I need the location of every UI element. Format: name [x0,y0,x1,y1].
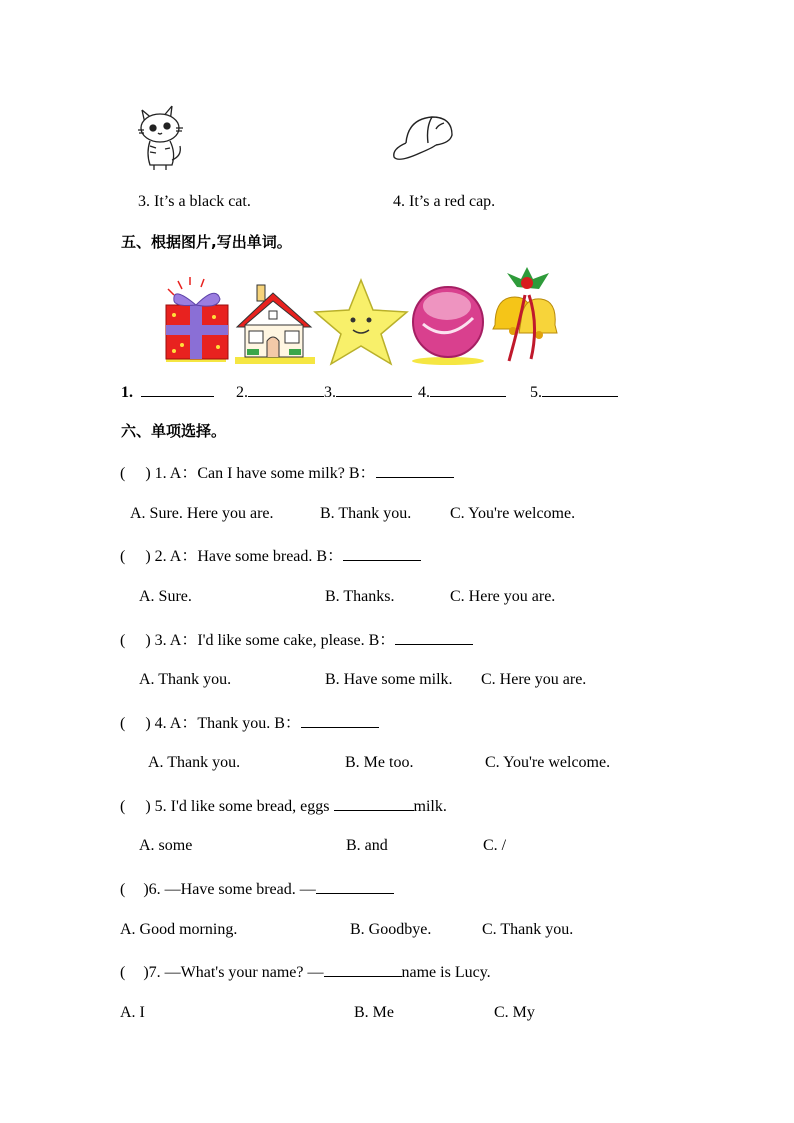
blank-label-1: 1. [121,384,133,401]
blank-label-5: 5. [530,384,542,401]
word-blank-2[interactable] [248,381,324,397]
question-2: ( ) 2. A：Have some bread. B： [120,545,421,567]
option-7b[interactable]: B. Me [354,1004,394,1021]
option-5b[interactable]: B. and [346,837,388,854]
blank-label-2: 2. [236,384,248,401]
option-6b[interactable]: B. Goodbye. [350,921,432,938]
ball-icon [409,284,487,366]
bells-icon [487,265,561,365]
question-2-text: 2. A：Have some bread. B： [154,548,344,565]
option-4a[interactable]: A. Thank you. [148,754,241,771]
section-5-heading: 五、根据图片,写出单词。 [121,233,292,251]
question-4-blank[interactable] [301,712,379,728]
option-1b[interactable]: B. Thank you. [320,505,412,522]
option-7c[interactable]: C. My [494,1004,535,1021]
word-blanks-row [121,381,618,403]
question-3-text: 3. A：I'd like some cake, please. B： [154,632,396,649]
question-6: ( )6. —Have some bread. — [120,878,394,900]
option-6a[interactable]: A. Good morning. [120,921,238,938]
word-blank-4[interactable] [430,381,506,397]
question-5-text-end: milk. [413,798,447,815]
question-5-blank[interactable] [334,795,414,811]
cap-icon [392,113,454,163]
option-1a[interactable]: A. Sure. Here you are. [130,505,274,522]
question-7-text: 7. —What's your name? — [148,964,324,981]
question-7-text-end: name is Lucy. [401,964,491,981]
question-4: ( ) 4. A：Thank you. B： [120,712,379,734]
question-5: ( ) 5. I'd like some bread, eggs milk. [120,795,447,817]
question-1-blank[interactable] [376,462,454,478]
blank-label-4: 4. [418,384,430,401]
blank-label-3: 3. [324,384,336,401]
option-1c[interactable]: C. You're welcome. [450,505,576,522]
option-6c[interactable]: C. Thank you. [482,921,574,938]
question-5-text: 5. I'd like some bread, eggs [154,798,334,815]
question-3-blank[interactable] [395,629,473,645]
question-3: ( ) 3. A：I'd like some cake, please. B： [120,629,473,651]
question-2-blank[interactable] [343,545,421,561]
option-2a[interactable]: A. Sure. [139,588,192,605]
option-2b[interactable]: B. Thanks. [325,588,395,605]
section-6-heading: 六、单项选择。 [121,422,227,440]
option-7a[interactable]: A. I [120,1004,145,1021]
star-icon [313,278,409,366]
cat-icon [136,102,188,172]
option-5c[interactable]: C. / [483,837,507,854]
question-7: ( )7. —What's your name? — name is Lucy. [120,961,491,983]
word-blank-1[interactable] [141,381,214,397]
gift-icon [160,275,232,363]
option-5a[interactable]: A. some [139,837,193,854]
question-4-text: 4. A：Thank you. B： [154,715,301,732]
word-blank-5[interactable] [542,381,618,397]
image-caption-4: 4. It’s a red cap. [393,193,496,210]
option-3b[interactable]: B. Have some milk. [325,671,453,688]
question-6-blank[interactable] [316,878,394,894]
question-7-blank[interactable] [324,961,402,977]
option-3c[interactable]: C. Here you are. [481,671,587,688]
question-1: ( ) 1. A：Can I have some milk? B： [120,462,454,484]
option-3a[interactable]: A. Thank you. [139,671,232,688]
option-4b[interactable]: B. Me too. [345,754,414,771]
option-2c[interactable]: C. Here you are. [450,588,556,605]
word-blank-3[interactable] [336,381,412,397]
question-6-text: 6. —Have some bread. — [148,881,316,898]
question-1-text: 1. A：Can I have some milk? B： [154,465,376,482]
house-icon [233,283,315,365]
option-4c[interactable]: C. You're welcome. [485,754,611,771]
image-caption-3: 3. It’s a black cat. [138,193,251,210]
